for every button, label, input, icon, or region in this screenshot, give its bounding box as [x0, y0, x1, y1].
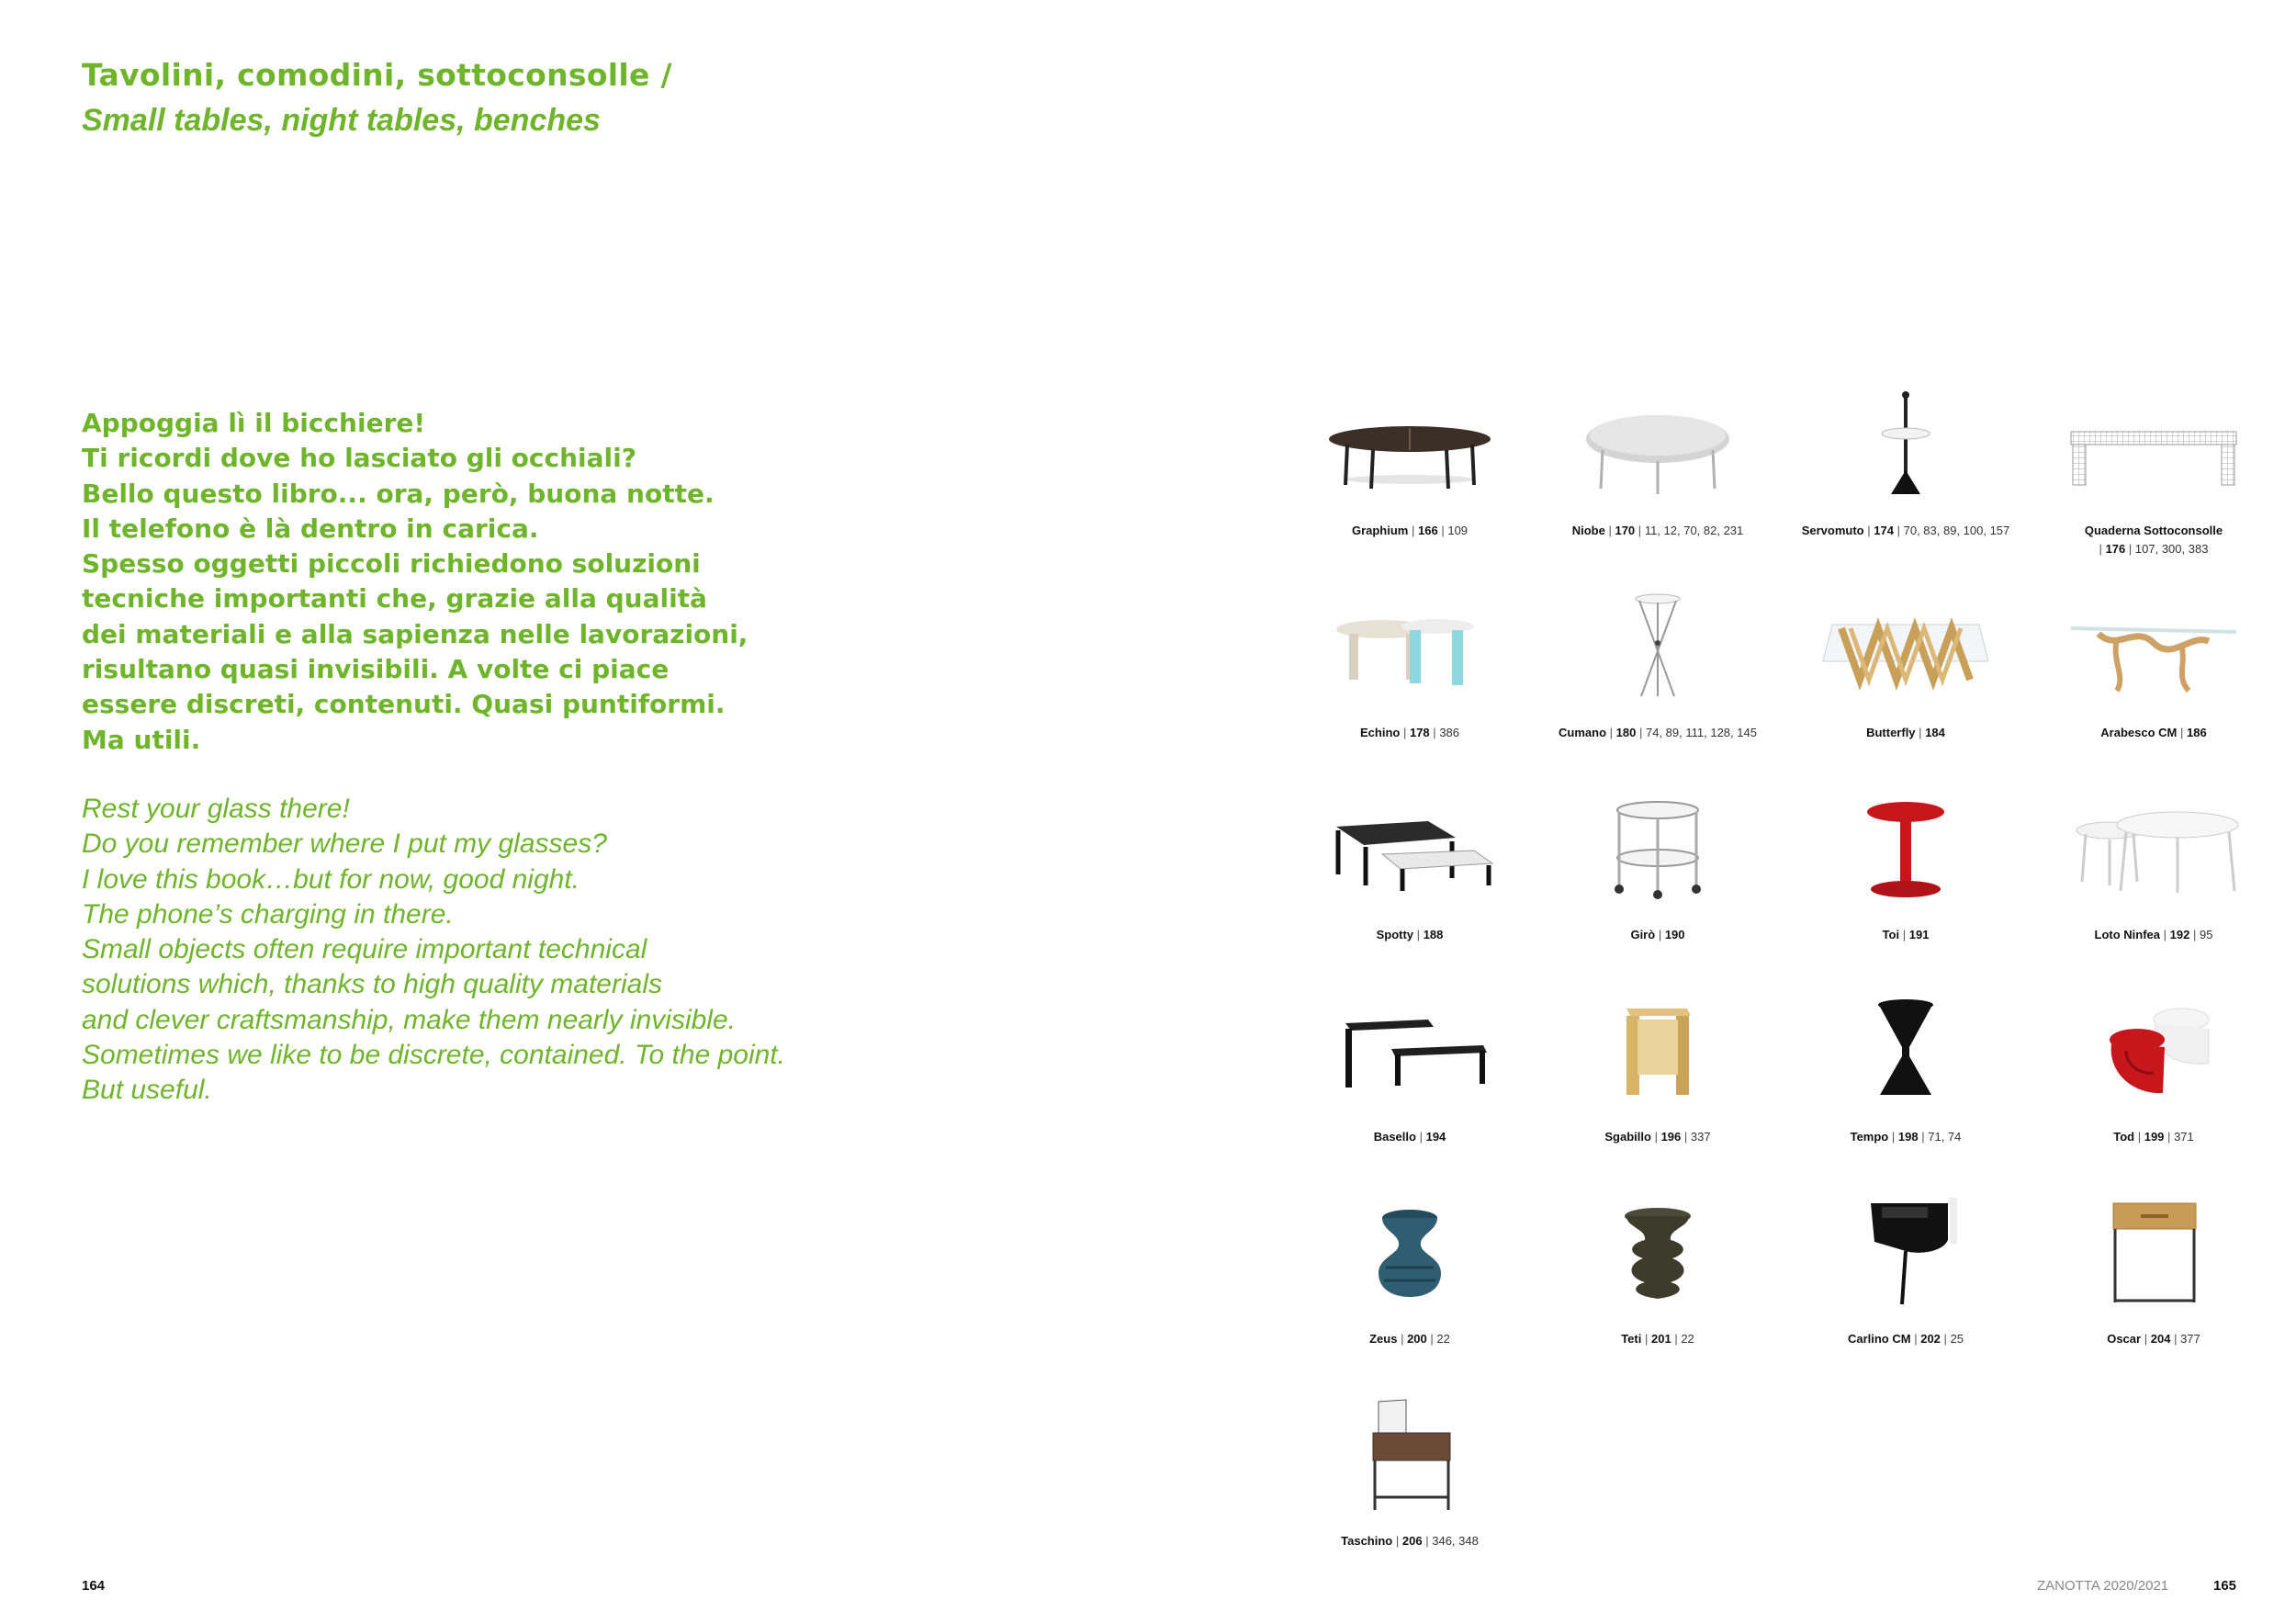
product-butterfly[interactable] [1782, 588, 2030, 772]
product-caption: Toi | 191 [1882, 928, 1930, 941]
intro-it-line: Bello questo libro... ora, però, buona notte. [82, 478, 715, 509]
intro-en-line: Do you remember where I put my glasses? [82, 828, 607, 860]
product-tempo[interactable] [1782, 992, 2030, 1176]
product-carlino-cm[interactable] [1782, 1194, 2030, 1378]
product-caption: Graphium | 166 | 109 [1351, 524, 1469, 537]
product-extra-pages: 74, 89, 111, 128, 145 [1646, 726, 1757, 739]
graphium-image [1318, 386, 1502, 501]
product-name: Zeus [1369, 1332, 1398, 1346]
product-name: Graphium [1351, 524, 1409, 537]
product-caption: Taschino | 206 | 346, 348 [1341, 1534, 1479, 1548]
cumano-image [1566, 588, 1750, 703]
sgabillo-image [1566, 992, 1750, 1107]
product-extra-pages: 386 [1439, 726, 1460, 739]
intro-en-line: solutions which, thanks to high quality materials [82, 969, 662, 1000]
product-name: Servomuto [1801, 524, 1864, 537]
product-name: Echino [1359, 726, 1401, 739]
product-toi[interactable] [1782, 790, 2030, 974]
product-name: Teti [1621, 1332, 1642, 1346]
product-caption: Servomuto | 174 | 70, 83, 89, 100, 157 [1801, 524, 2010, 537]
intro-it-line: Ma utili. [82, 724, 201, 755]
product-caption: Oscar | 204 | 377 [2107, 1332, 2200, 1346]
product-name: Cumano [1559, 726, 1607, 739]
product-page: 201 [1650, 1332, 1671, 1346]
echino-image [1318, 588, 1502, 703]
tod-image [2062, 992, 2245, 1107]
product-name: Girò [1630, 928, 1656, 941]
product-name: Oscar [2107, 1332, 2142, 1346]
product-page: 202 [1920, 1332, 1941, 1346]
product-page: 198 [1897, 1130, 1919, 1144]
product-name: Toi [1882, 928, 1900, 941]
product-basello[interactable] [1286, 992, 1534, 1176]
intro-it-line: risultano quasi invisibili. A volte ci piace [82, 654, 670, 685]
intro-en-line: Small objects often require important technical [82, 934, 647, 965]
intro-en-line: Rest your glass there! [82, 794, 350, 824]
product-page: 199 [2144, 1130, 2165, 1144]
product-spotty[interactable] [1286, 790, 1534, 974]
product-page: 191 [1908, 928, 1930, 941]
product-extra-pages: 377 [2180, 1332, 2200, 1346]
product-grid [1286, 386, 2296, 1571]
page-subtitle: Small tables, night tables, benches [82, 103, 601, 138]
product-caption: Zeus | 200 | 22 [1369, 1332, 1450, 1346]
product-page: 190 [1664, 928, 1685, 941]
product-name: Tempo [1850, 1130, 1889, 1144]
product-extra-pages: 371 [2174, 1130, 2194, 1144]
product-caption: Echino | 178 | 386 [1359, 726, 1460, 739]
product-page: 186 [2187, 726, 2207, 739]
product-extra-pages: 70, 83, 89, 100, 157 [1903, 524, 2010, 537]
product-caption: Girò | 190 [1630, 928, 1685, 941]
product-page: 184 [1925, 726, 1945, 739]
product-name: Spotty [1376, 928, 1414, 941]
giro-image [1566, 790, 1750, 905]
product-page: 188 [1423, 928, 1444, 941]
oscar-image [2062, 1194, 2245, 1309]
product-name: Basello [1373, 1130, 1416, 1144]
product-arabesco-cm[interactable] [2030, 588, 2278, 772]
basello-image [1318, 992, 1502, 1107]
product-servomuto[interactable] [1782, 386, 2030, 569]
product-echino[interactable] [1286, 588, 1534, 772]
product-oscar[interactable] [2030, 1194, 2278, 1378]
intro-it-line: Il telefono è là dentro in carica. [82, 513, 539, 544]
product-name: Niobe [1571, 524, 1605, 537]
product-name: Loto Ninfea [2094, 928, 2161, 941]
page-number-left: 164 [82, 1578, 106, 1594]
product-caption: Tempo | 198 | 71, 74 [1850, 1130, 1962, 1144]
intro-english [82, 792, 881, 1109]
intro-en-line: But useful. [82, 1075, 212, 1106]
product-page: 196 [1660, 1130, 1682, 1144]
zeus-image [1318, 1194, 1502, 1309]
product-niobe[interactable] [1534, 386, 1782, 569]
product-tod[interactable] [2030, 992, 2278, 1176]
product-caption: Butterfly | 184 [1866, 726, 1945, 739]
product-page: 180 [1615, 726, 1637, 739]
product-extra-pages: 71, 74 [1928, 1130, 1962, 1144]
product-extra-pages: 11, 12, 70, 82, 231 [1644, 524, 1744, 537]
product-loto-ninfea[interactable] [2030, 790, 2278, 974]
product-extra-pages: 22 [1436, 1332, 1450, 1346]
product-page: 200 [1407, 1332, 1427, 1346]
intro-en-line: Sometimes we like to be discrete, contained. To the point. [82, 1040, 785, 1071]
product-name: Carlino CM [1847, 1332, 1911, 1346]
product-sgabillo[interactable] [1534, 992, 1782, 1176]
intro-it-line: Ti ricordi dove ho lasciato gli occhiali? [82, 443, 636, 474]
teti-image [1566, 1194, 1750, 1309]
product-caption: Niobe | 170 | 11, 12, 70, 82, 231 [1571, 524, 1744, 537]
product-caption: Carlino CM | 202 | 25 [1847, 1332, 1964, 1346]
butterfly-image [1814, 588, 1998, 703]
page-number-right: 165 [2213, 1578, 2237, 1594]
product-page: 192 [2169, 928, 2190, 941]
toi-image [1814, 790, 1998, 905]
product-name: Quaderna Sottoconsolle [2084, 524, 2223, 537]
intro-it-line: Spesso oggetti piccoli richiedono soluzioni [82, 548, 701, 580]
product-extra-pages: 22 [1681, 1332, 1694, 1346]
product-page: 170 [1615, 524, 1636, 537]
product-page: 176 [2105, 542, 2126, 556]
product-graphium[interactable] [1286, 386, 1534, 569]
taschino-image [1318, 1396, 1502, 1511]
intro-en-line: The phone’s charging in there. [82, 898, 454, 930]
arabesco-cm-image [2062, 588, 2245, 703]
intro-en-line: I love this book…but for now, good night. [82, 863, 580, 895]
product-caption: Spotty | 188 [1376, 928, 1444, 941]
tempo-image [1814, 992, 1998, 1107]
product-name: Arabesco CM [2100, 726, 2178, 739]
intro-it-line: dei materiali e alla sapienza nelle lavorazioni, [82, 618, 748, 649]
product-page: 204 [2150, 1332, 2171, 1346]
product-caption: Quaderna Sottoconsolle | 176 | 107, 300, 383 [2084, 524, 2223, 556]
product-extra-pages: 107, 300, 383 [2134, 542, 2209, 556]
product-caption: Arabesco CM | 186 [2100, 726, 2207, 739]
product-taschino[interactable] [1286, 1396, 1534, 1580]
product-extra-pages: 109 [1447, 524, 1469, 537]
product-name: Butterfly [1866, 726, 1916, 739]
intro-it-line: Appoggia lì il bicchiere! [82, 408, 426, 438]
servomuto-image [1814, 386, 1998, 501]
product-extra-pages: 25 [1950, 1332, 1964, 1346]
carlino-cm-image [1814, 1194, 1998, 1309]
product-extra-pages: 95 [2200, 928, 2213, 941]
page-title: Tavolini, comodini, sottoconsolle / [82, 57, 672, 93]
product-page: 174 [1874, 524, 1894, 537]
product-caption: Teti | 201 | 22 [1621, 1332, 1694, 1346]
product-extra-pages: 346, 348 [1432, 1534, 1479, 1548]
intro-it-line: essere discreti, contenuti. Quasi puntiformi. [82, 689, 726, 720]
product-caption: Loto Ninfea | 192 | 95 [2094, 928, 2213, 941]
product-teti[interactable] [1534, 1194, 1782, 1378]
product-quaderna-sottoconsolle[interactable] [2030, 386, 2278, 569]
intro-it-line: tecniche importanti che, grazie alla qualità [82, 583, 707, 614]
brand-footer: ZANOTTA 2020/2021 [2037, 1578, 2169, 1594]
intro-italian [82, 406, 835, 758]
product-page: 206 [1401, 1534, 1423, 1548]
product-page: 194 [1425, 1130, 1446, 1144]
product-caption: Cumano | 180 | 74, 89, 111, 128, 145 [1559, 726, 1757, 739]
product-name: Taschino [1341, 1534, 1393, 1548]
product-caption: Basello | 194 [1373, 1130, 1446, 1144]
niobe-image [1566, 386, 1750, 501]
product-page: 166 [1418, 524, 1438, 537]
product-zeus[interactable] [1286, 1194, 1534, 1378]
quaderna-sottoconsolle-image [2062, 386, 2245, 501]
product-caption: Sgabillo | 196 | 337 [1604, 1130, 1711, 1144]
product-extra-pages: 337 [1690, 1130, 1711, 1144]
intro-en-line: and clever craftsmanship, make them nearly invisible. [82, 1004, 736, 1035]
product-name: Sgabillo [1604, 1130, 1651, 1144]
loto-ninfea-image [2062, 790, 2245, 905]
spotty-image [1318, 790, 1502, 905]
product-name: Tod [2113, 1130, 2135, 1144]
product-page: 178 [1409, 726, 1430, 739]
product-giro[interactable] [1534, 790, 1782, 974]
product-caption: Tod | 199 | 371 [2113, 1130, 2194, 1144]
product-cumano[interactable] [1534, 588, 1782, 772]
